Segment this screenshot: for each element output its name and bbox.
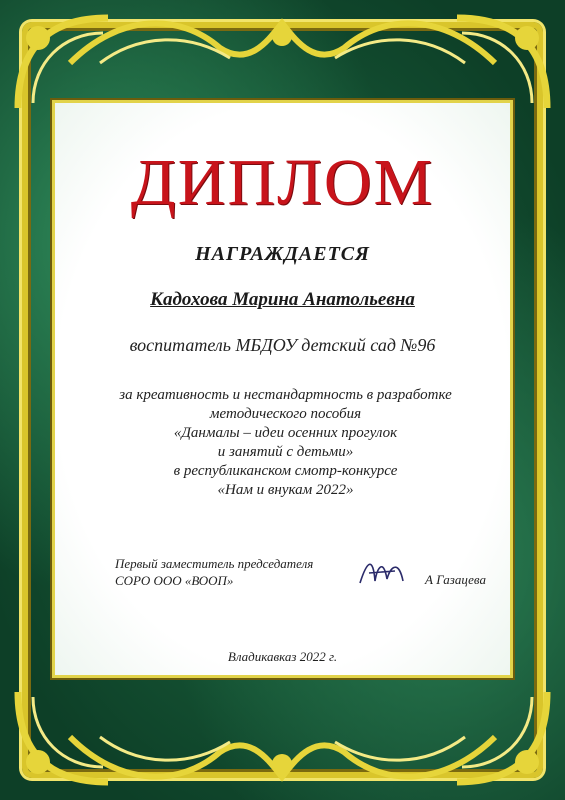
recipient-position: воспитатель МБДОУ детский сад №96 [129, 335, 436, 355]
signer-title-line: Первый заместитель председателя [115, 556, 314, 571]
reason-line: «Данмалы – идеи осенних прогулок [173, 425, 398, 441]
ornament-top [60, 8, 505, 78]
handwritten-signature [355, 551, 415, 591]
reason-line: и занятий с детьми» [217, 444, 354, 460]
reason-line: методического пособия [209, 406, 362, 422]
signer-name: А Газацева [425, 572, 486, 587]
diploma-content-panel [52, 100, 513, 678]
ornament-bottom [60, 722, 505, 792]
corner-ornament-bottom-right [447, 682, 557, 792]
reason-line: «Нам и внукам 2022» [217, 482, 354, 498]
awarded-heading: НАГРАЖДАЕТСЯ [195, 243, 370, 265]
recipient-name [55, 289, 510, 311]
signer-title-line: СОРО ООО «ВООП» [115, 573, 234, 588]
reason-line: за креативность и нестандартность в разработке [119, 387, 452, 403]
award-reason [75, 386, 496, 500]
reason-line: в республиканском смотр-конкурсе [173, 463, 398, 479]
recipient-name-text: Кадохова Марина Анатольевна [150, 289, 415, 310]
signer-title [115, 555, 313, 589]
corner-ornament-bottom-left [8, 682, 118, 792]
place-and-date: Владикавказ 2022 г. [227, 649, 338, 664]
diploma-title: ДИПЛОМ [130, 146, 435, 219]
